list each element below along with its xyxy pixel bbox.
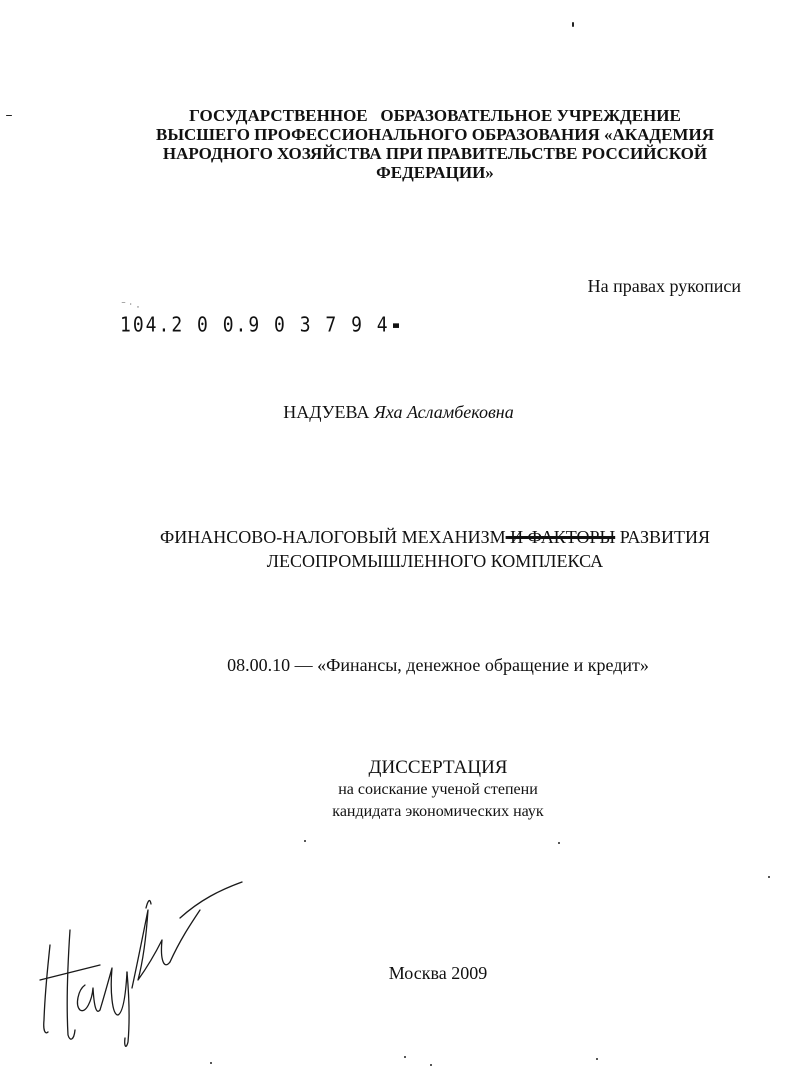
scan-speck (210, 1062, 212, 1064)
city-year: Москва 2009 (388, 963, 488, 983)
scan-speck (558, 842, 560, 844)
title-line-1-start: ФИНАНСОВО-НАЛОГОВЫЙ МЕХАНИЗМ (160, 527, 506, 547)
title-struck-text: И ФАКТОРЫ (505, 527, 616, 547)
stamp-dot-icon (393, 323, 399, 328)
scan-speck (404, 1056, 406, 1058)
registration-number: 104.2 0 0.9 0 3 7 9 4 (120, 313, 390, 338)
manuscript-note: На правах рукописи (587, 276, 741, 296)
institution-line-3: НАРОДНОГО ХОЗЯЙСТВА ПРИ ПРАВИТЕЛЬСТВЕ РОССИЙСКОЙ (162, 144, 708, 163)
degree-line-1: на соискание ученой степени (338, 781, 538, 798)
degree-line-2: кандидата экономических наук (332, 803, 544, 820)
scan-speck (6, 115, 12, 116)
scan-speck (430, 1064, 432, 1066)
author-name (0, 402, 797, 423)
registration-stamp (120, 313, 399, 337)
speciality-code: 08.00.10 — «Финансы, денежное обращение и кредит» (227, 655, 649, 675)
scan-speck (768, 876, 770, 878)
institution-header (130, 106, 740, 182)
scan-speck (304, 840, 306, 842)
stamp-marks: ‾ ˙ · (122, 302, 141, 312)
dissertation-block (0, 757, 797, 823)
dissertation-title (60, 525, 797, 573)
institution-line-4: ФЕДЕРАЦИИ» (376, 163, 494, 182)
title-line-1-end: РАЗВИТИЯ (615, 527, 710, 547)
title-line-2: ЛЕСОПРОМЫШЛЕННОГО КОМПЛЕКСА (266, 551, 604, 571)
institution-line-1: ГОСУДАРСТВЕННОЕ ОБРАЗОВАТЕЛЬНОЕ УЧРЕЖДЕНИЕ (189, 106, 681, 125)
dissertation-heading: ДИССЕРТАЦИЯ (368, 757, 508, 778)
institution-line-2: ВЫСШЕГО ПРОФЕССИОНАЛЬНОГО ОБРАЗОВАНИЯ «АКАДЕМИЯ (156, 125, 714, 144)
title-line-1 (60, 525, 797, 549)
scan-speck (596, 1058, 598, 1060)
author-surname: НАДУЕВА (283, 402, 370, 422)
scan-speck (572, 22, 574, 27)
author-given-names: Яха Асламбековна (373, 402, 514, 422)
